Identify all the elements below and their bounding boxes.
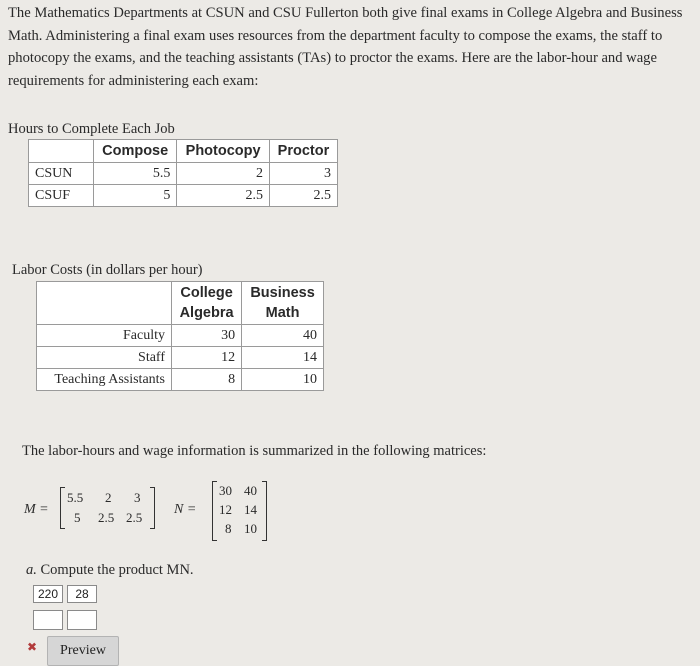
labor-cost-table [36,281,324,391]
labor-header-line: Algebra [179,305,234,321]
labor-table-caption: Labor Costs (in dollars per hour) [12,262,203,278]
hours-header-photocopy: Photocopy [177,140,270,163]
labor-table-corner [37,282,172,325]
hours-table-caption: Hours to Complete Each Job [8,121,175,137]
matrix-m-cell: 5.5 [67,490,84,505]
labor-row-label: Teaching Assistants [37,369,172,391]
labor-row-label: Staff [37,347,172,369]
table-row [29,163,338,185]
hours-header-proctor: Proctor [269,140,337,163]
labor-cell: 12 [172,347,242,369]
labor-header-business-math [242,282,324,325]
matrix-n-cell: 30 [219,483,232,498]
matrix-m-left-bracket [60,487,65,529]
matrix-n-cell: 8 [225,521,232,536]
labor-cell: 40 [242,325,324,347]
table-row [37,369,324,391]
preview-button[interactable]: Preview [47,636,119,666]
hours-header-compose: Compose [94,140,177,163]
hours-cell: 2 [177,163,270,185]
matrix-m-cell: 2 [105,490,112,505]
matrix-m-cell: 3 [134,490,141,505]
labor-cell: 14 [242,347,324,369]
matrix-m-label: M = [24,502,49,517]
hours-table-corner [29,140,94,163]
problem-intro: The Mathematics Departments at CSUN and CSU Fullerton both give final exams in College Algebra and Business Math. Administering a final exam uses resources from the department faculty to compose the exams, the staff to photocopy the exams, and the teaching assistants (TAs) to proctor the exams. Here are the labor-hour and wage requirements for administering each exam: [8,5,683,89]
hours-cell: 2.5 [177,185,270,207]
part-a-question [26,562,194,579]
labor-header-line: Business [250,285,315,301]
hours-cell: 2.5 [269,185,337,207]
summary-text: The labor-hours and wage information is summarized in the following matrices: [22,443,487,459]
labor-cell: 8 [172,369,242,391]
table-row [37,325,324,347]
answer-input-r1c1[interactable]: 220 [33,585,63,603]
hours-row-label: CSUN [29,163,94,185]
matrix-n-label: N = [174,502,197,517]
matrix-n-cell: 10 [244,521,257,536]
matrix-m-cell: 2.5 [126,510,143,525]
labor-cell: 10 [242,369,324,391]
hours-cell: 5.5 [94,163,177,185]
hours-table [28,139,338,207]
matrix-m-cell: 5 [74,510,81,525]
matrix-n-right-bracket [262,481,267,541]
hours-cell: 3 [269,163,337,185]
hours-cell: 5 [94,185,177,207]
labor-header-college-algebra [172,282,242,325]
table-row [37,347,324,369]
matrix-m-cell: 2.5 [98,510,115,525]
table-row [29,185,338,207]
labor-header-line: Math [265,305,300,321]
matrix-n-cell: 14 [244,502,257,517]
matrix-n-left-bracket [212,481,217,541]
x-mark-icon: ✖ [27,640,38,654]
labor-cell: 30 [172,325,242,347]
answer-input-r1c2[interactable]: 28 [67,585,97,603]
matrix-n-cell: 12 [219,502,232,517]
labor-header-line: College [180,285,233,301]
matrix-n-cell: 40 [244,483,257,498]
labor-row-label: Faculty [37,325,172,347]
hours-row-label: CSUF [29,185,94,207]
answer-input-r2c1[interactable] [33,610,63,630]
part-a-text: Compute the product MN. [40,562,194,578]
matrix-m-right-bracket [150,487,155,529]
part-a-label: a. [26,562,37,578]
answer-input-r2c2[interactable] [67,610,97,630]
